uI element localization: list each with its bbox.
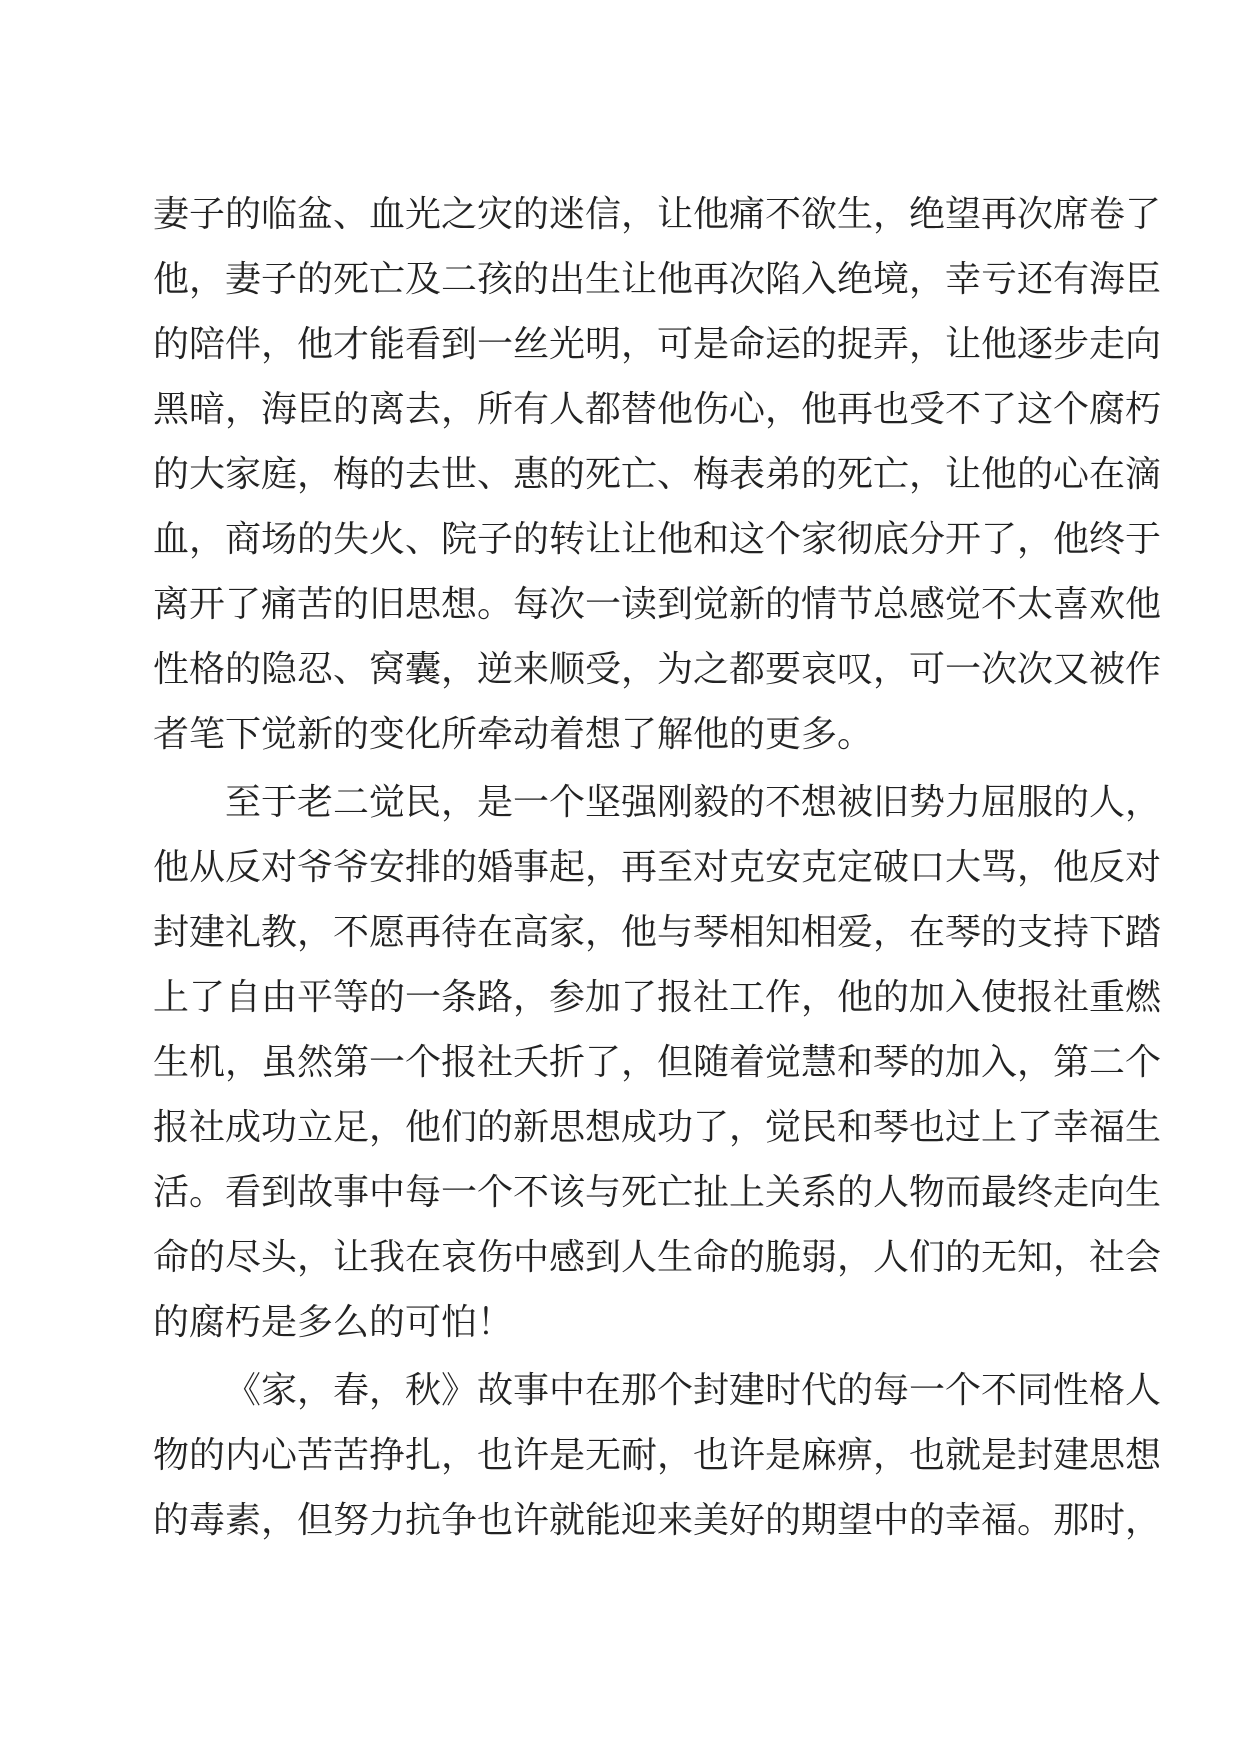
text-line: 活。看到故事中每一个不该与死亡扯上关系的人物而最终走向生 [153, 1172, 1162, 1213]
text-line-indented: 至于老二觉民，是一个坚强刚毅的不想被旧势力屈服的人， [225, 782, 1162, 823]
text-line: 者笔下觉新的变化所牵动着想了解他的更多。 [153, 714, 874, 755]
document-body [153, 182, 1162, 1553]
text-line: 的陪伴，他才能看到一丝光明，可是命运的捉弄，让他逐步走向 [153, 324, 1162, 365]
text-line: 的毒素，但努力抗争也许就能迎来美好的期望中的幸福。那时， [153, 1500, 1162, 1541]
text-line: 离开了痛苦的旧思想。每次一读到觉新的情节总感觉不太喜欢他 [153, 584, 1162, 625]
text-line: 报社成功立足，他们的新思想成功了，觉民和琴也过上了幸福生 [153, 1107, 1162, 1148]
text-line: 妻子的临盆、血光之灾的迷信，让他痛不欲生，绝望再次席卷了 [153, 194, 1162, 235]
text-line: 他，妻子的死亡及二孩的出生让他再次陷入绝境，幸亏还有海臣 [153, 259, 1162, 300]
text-line: 血，商场的失火、院子的转让让他和这个家彻底分开了，他终于 [153, 519, 1162, 560]
text-line: 命的尽头，让我在哀伤中感到人生命的脆弱，人们的无知，社会 [153, 1237, 1162, 1278]
paragraph-3 [153, 1358, 1162, 1553]
text-line-indented: 《家，春，秋》故事中在那个封建时代的每一个不同性格人 [225, 1370, 1162, 1411]
text-line: 的腐朽是多么的可怕！ [153, 1302, 514, 1343]
text-line: 生机，虽然第一个报社夭折了，但随着觉慧和琴的加入，第二个 [153, 1042, 1162, 1083]
text-line: 上了自由平等的一条路，参加了报社工作，他的加入使报社重燃 [153, 977, 1162, 1018]
text-line: 物的内心苦苦挣扎，也许是无耐，也许是麻痹，也就是封建思想 [153, 1435, 1162, 1476]
text-line: 性格的隐忍、窝囊，逆来顺受，为之都要哀叹，可一次次又被作 [153, 649, 1162, 690]
paragraph-1 [153, 182, 1162, 767]
text-line: 他从反对爷爷安排的婚事起，再至对克安克定破口大骂，他反对 [153, 847, 1162, 888]
paragraph-2 [153, 770, 1162, 1355]
text-line: 黑暗，海臣的离去，所有人都替他伤心，他再也受不了这个腐朽 [153, 389, 1162, 430]
text-line: 的大家庭，梅的去世、惠的死亡、梅表弟的死亡，让他的心在滴 [153, 454, 1162, 495]
text-line: 封建礼教，不愿再待在高家，他与琴相知相爱，在琴的支持下踏 [153, 912, 1162, 953]
